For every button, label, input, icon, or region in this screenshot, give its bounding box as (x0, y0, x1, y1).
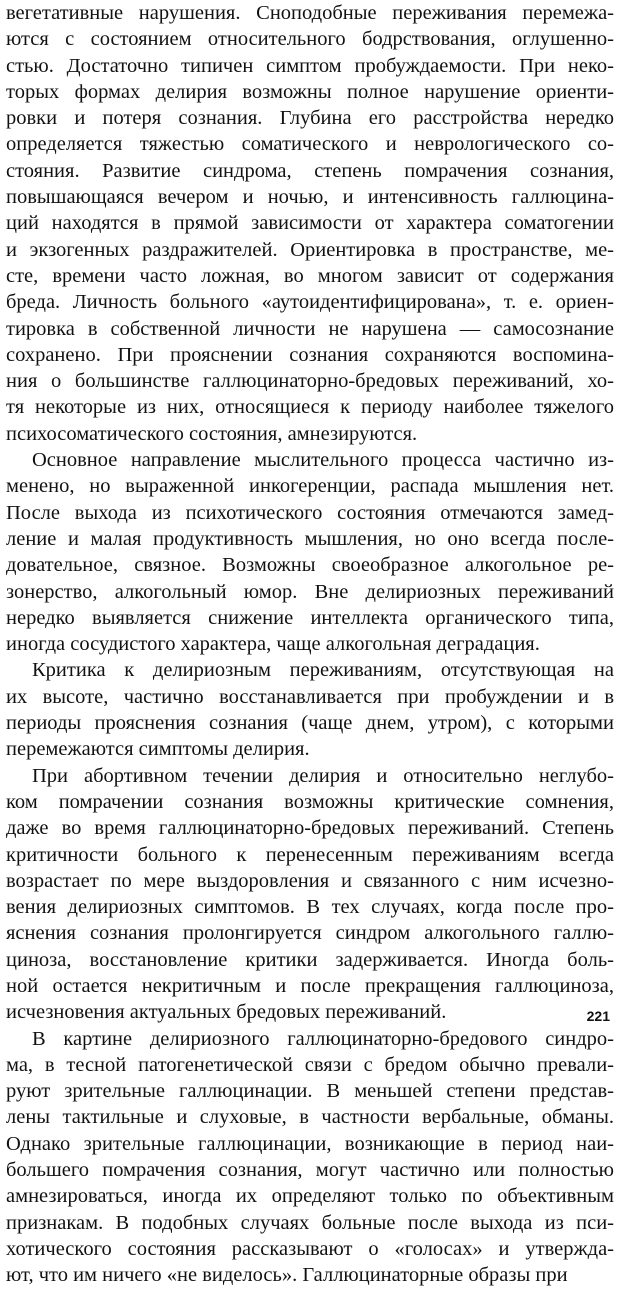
text-line: При абортивном течении делирия и относительно неглубо- (32, 764, 614, 787)
text-line: ния о большинстве галлюцинаторно-бредовых переживаний, хо- (6, 370, 614, 393)
text-line: В картине делириозного галлюцинаторно-бредового синдро- (32, 1027, 614, 1050)
text-line: психосоматического состояния, амнезируются. (6, 422, 418, 445)
text-line: признакам. В подобных случаях больные после выхода из пси- (6, 1211, 614, 1234)
text-line: периоды прояснения сознания (чаще днем, утром), с которыми (6, 712, 614, 735)
text-line: возрастает по мере выздоровления и связанного с ним исчезно- (6, 869, 614, 892)
text-line: лены тактильные и слуховые, в частности вербальные, обманы. (6, 1106, 614, 1129)
text-line: яснения сознания пролонгируется синдром алкогольного галлю- (6, 922, 614, 945)
text-line: даже во время галлюцинаторно-бредовых переживаний. Степень (6, 817, 614, 840)
paragraph (6, 1026, 614, 1289)
page-number: 221 (586, 1008, 610, 1024)
text-line: сте, времени часто ложная, во многом зависит от содержания (6, 264, 614, 287)
text-line: большего помрачения сознания, могут частично или полностью (6, 1159, 614, 1182)
text-line: тировка в собственной личности не нарушена — самосознание (6, 317, 614, 340)
text-line: ют, что им ничего «не виделось». Галлюцинаторные образы при (6, 1264, 568, 1287)
text-line: повышающаяся вечером и ночью, и интенсивность галлюцина- (6, 186, 614, 209)
text-line: сохранено. При прояснении сознания сохраняются воспомина- (6, 343, 614, 366)
text-line: и экзогенных раздражителей. Ориентировка в пространстве, ме- (6, 238, 614, 261)
text-line: ровки и потеря сознания. Глубина его расстройства нередко (6, 107, 614, 130)
paragraph (6, 0, 614, 447)
text-line: ление и малая продуктивность мышления, но оно всегда после- (6, 527, 614, 550)
text-line: амнезироваться, иногда их определяют только по объективным (6, 1185, 614, 1208)
text-line: ком помрачении сознания возможны критические сомнения, (6, 790, 614, 813)
text-line: стояния. Развитие синдрома, степень помрачения сознания, (6, 159, 614, 182)
text-line: нередко выявляется снижение интеллекта органического типа, (6, 606, 614, 629)
text-line: их высоте, частично восстанавливается при пробуждении и в (6, 685, 614, 708)
text-line: зонерство, алкогольный юмор. Вне делириозных переживаний (6, 580, 614, 603)
text-line: вегетативные нарушения. Сноподобные переживания перемежа- (6, 2, 614, 24)
text-line: Критика к делириозным переживаниям, отсутствующая на (32, 659, 614, 682)
text-line: После выхода из психотического состояния отмечаются замед- (6, 501, 614, 524)
text-line: ются с состоянием относительного бодрствования, оглушенно- (6, 28, 614, 51)
text-line: бреда. Личность больного «аутоидентифицирована», т. е. ориен- (6, 291, 614, 314)
text-line: критичности больного к перенесенным переживаниям всегда (6, 843, 614, 866)
text-line: исчезновения актуальных бредовых переживаний. (6, 1001, 447, 1024)
text-line: торых формах делирия возможны полное нарушение ориенти- (6, 80, 614, 103)
text-line: хотического состояния рассказывают о «голосах» и утвержда- (6, 1237, 614, 1260)
paragraph (6, 657, 614, 762)
paragraph (6, 447, 614, 657)
text-line: определяется тяжестью соматического и неврологического со- (6, 133, 614, 156)
text-line: ций находятся в прямой зависимости от характера соматогении (6, 212, 614, 235)
text-line: Основное направление мыслительного процесса частично из- (32, 449, 614, 472)
text-line: перемежаются симптомы делирия. (6, 738, 310, 761)
text-line: стью. Достаточно типичен симптом пробуждаемости. При неко- (6, 54, 614, 77)
body-text (6, 0, 614, 1289)
text-line: ма, в тесной патогенетической связи с бредом обычно превали- (6, 1053, 614, 1076)
text-line: вения делириозных симптомов. В тех случаях, когда после про- (6, 896, 614, 919)
text-line: Однако зрительные галлюцинации, возникающие в период наи- (6, 1132, 614, 1155)
text-line: руют зрительные галлюцинации. В меньшей степени представ- (6, 1080, 614, 1103)
text-line: ной остается некритичным и после прекращения галлюциноза, (6, 974, 614, 997)
text-line: иногда сосудистого характера, чаще алкогольная деградация. (6, 633, 540, 656)
paragraph (6, 763, 614, 1026)
text-line: тя некоторые из них, относящиеся к периоду наиболее тяжелого (6, 396, 614, 419)
text-line: менено, но выраженной инкогеренции, распада мышления нет. (6, 475, 614, 498)
text-line: циноза, восстановление критики задерживается. Иногда боль- (6, 948, 614, 971)
text-line: довательное, связное. Возможны своеобразное алкогольное ре- (6, 554, 614, 577)
